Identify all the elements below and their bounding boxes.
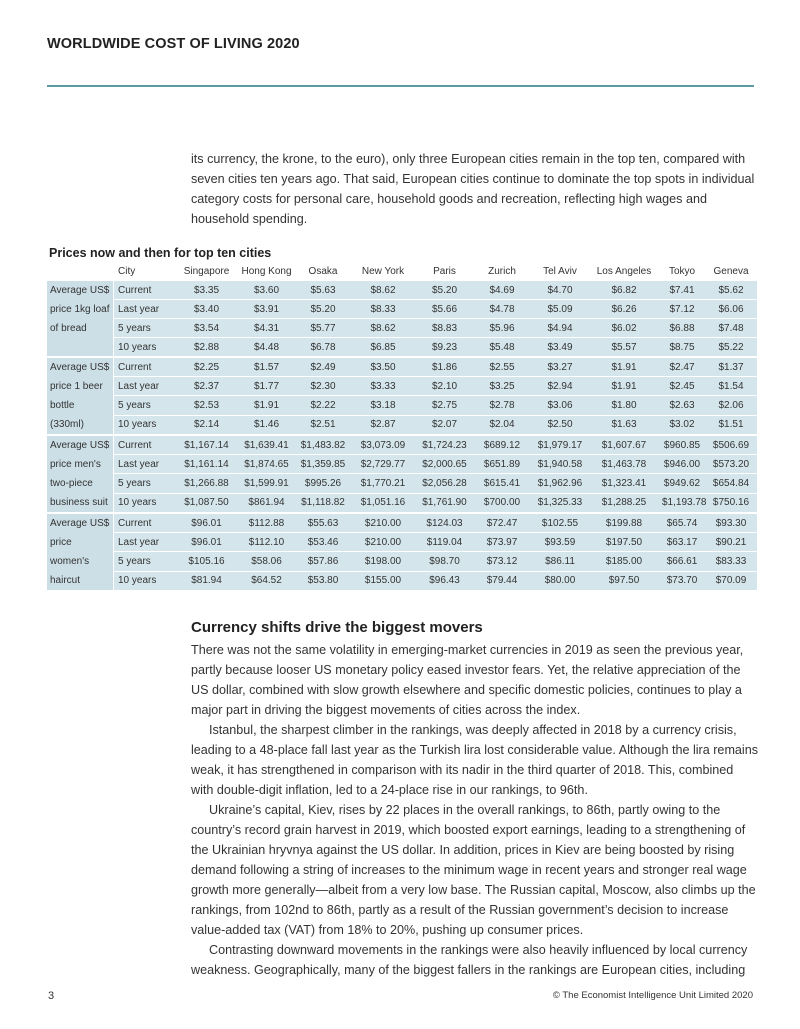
section-paragraph: Ukraine’s capital, Kiev, rises by 22 places in the overall rankings, to 86th, partly owing to the country’s record grain harvest in 2019, which boosted export earnings, leading to a strengthening of the Ukrainian hryvnya against the US dollar. In addition, prices in Kiev are being boosted by rising demand following a string of increases to the minimum wage in recent years and stronger real wage growth more generally—albeit from a very low base. The Russian capital, Moscow, also climbs up the rankings, from 102nd to 86th, partly as a result of the Russian government’s decision to increase value-added tax (VAT) from 18% to 20%, pushing up consumer prices. — [191, 803, 756, 937]
price-cell: $79.44 — [473, 572, 531, 590]
price-cell: $2.07 — [416, 416, 473, 434]
price-cell: $2.63 — [659, 396, 705, 414]
price-cell: $96.43 — [416, 572, 473, 590]
table-row — [47, 338, 757, 356]
price-cell: $197.50 — [589, 533, 659, 551]
period-cell: Last year — [114, 377, 176, 395]
header-city-name: New York — [361, 266, 405, 277]
price-cell: $124.03 — [416, 513, 473, 532]
price-cell: $72.47 — [473, 513, 531, 532]
price-cell: $5.22 — [705, 338, 757, 356]
price-cell: $2.55 — [473, 357, 531, 376]
price-cell: $53.46 — [296, 533, 350, 551]
price-cell: $7.12 — [659, 300, 705, 318]
price-cell: $1.54 — [705, 377, 757, 395]
price-cell: $1,118.82 — [296, 494, 350, 512]
price-cell: $4.69 — [473, 281, 531, 299]
price-cell: $654.84 — [705, 474, 757, 492]
price-cell: $198.00 — [350, 552, 416, 570]
price-cell: $185.00 — [589, 552, 659, 570]
header-city-name: Los Angeles — [596, 266, 652, 277]
table-row — [47, 319, 757, 337]
price-cell: $1,325.33 — [531, 494, 589, 512]
price-cell: $5.09 — [531, 300, 589, 318]
price-cell: $651.89 — [473, 455, 531, 473]
price-cell: $1.77 — [237, 377, 296, 395]
price-cell: $1,323.41 — [589, 474, 659, 492]
price-cell: $689.12 — [473, 435, 531, 454]
table-title: Prices now and then for top ten cities — [49, 246, 272, 260]
price-cell: $1,463.78 — [589, 455, 659, 473]
table-row — [47, 300, 757, 318]
header-city-name: Geneva — [713, 266, 749, 277]
price-cell: $5.96 — [473, 319, 531, 337]
table-row — [47, 281, 757, 299]
price-cell: $3.35 — [176, 281, 237, 299]
price-cell: $3.91 — [237, 300, 296, 318]
price-cell: $5.62 — [705, 281, 757, 299]
price-cell: $946.00 — [659, 455, 705, 473]
price-cell: $5.20 — [416, 281, 473, 299]
price-cell: $3,073.09 — [350, 435, 416, 454]
price-cell: $6.85 — [350, 338, 416, 356]
period-cell: Last year — [114, 300, 176, 318]
prices-table — [47, 262, 757, 591]
price-cell: $506.69 — [705, 435, 757, 454]
header-city-name: Tokyo — [668, 266, 696, 277]
period-cell: Current — [114, 435, 176, 454]
price-cell: $70.09 — [705, 572, 757, 590]
price-cell: $8.75 — [659, 338, 705, 356]
period-cell: 5 years — [114, 319, 176, 337]
price-cell: $1.57 — [237, 357, 296, 376]
period-cell: Last year — [114, 455, 176, 473]
header-city-name: Tel Aviv — [543, 266, 577, 277]
header-title: WORLDWIDE COST OF LIVING 2020 — [47, 36, 300, 52]
price-cell: $2.78 — [473, 396, 531, 414]
period-cell: 10 years — [114, 572, 176, 590]
price-cell: $1,962.96 — [531, 474, 589, 492]
price-cell: $3.06 — [531, 396, 589, 414]
price-cell: $1,599.91 — [237, 474, 296, 492]
price-cell: $700.00 — [473, 494, 531, 512]
price-cell: $112.10 — [237, 533, 296, 551]
price-cell: $1,266.88 — [176, 474, 237, 492]
price-cell: $1.46 — [237, 416, 296, 434]
price-cell: $8.83 — [416, 319, 473, 337]
price-cell: $57.86 — [296, 552, 350, 570]
price-cell: $960.85 — [659, 435, 705, 454]
price-cell: $2.51 — [296, 416, 350, 434]
price-cell: $4.70 — [531, 281, 589, 299]
price-cell: $2.94 — [531, 377, 589, 395]
period-cell: 10 years — [114, 338, 176, 356]
price-cell: $2.87 — [350, 416, 416, 434]
price-cell: $2.50 — [531, 416, 589, 434]
price-cell: $1,940.58 — [531, 455, 589, 473]
price-cell: $73.97 — [473, 533, 531, 551]
price-cell: $63.17 — [659, 533, 705, 551]
price-cell: $1,359.85 — [296, 455, 350, 473]
price-cell: $1.63 — [589, 416, 659, 434]
price-cell: $2.25 — [176, 357, 237, 376]
price-cell: $2.45 — [659, 377, 705, 395]
header-city-name: Zurich — [488, 266, 516, 277]
price-cell: $73.70 — [659, 572, 705, 590]
price-cell: $119.04 — [416, 533, 473, 551]
price-cell: $1.91 — [589, 357, 659, 376]
period-cell: 5 years — [114, 552, 176, 570]
price-cell: $81.94 — [176, 572, 237, 590]
price-cell: $1,724.23 — [416, 435, 473, 454]
page-number: 3 — [48, 990, 55, 1002]
price-cell: $1.51 — [705, 416, 757, 434]
price-cell: $2,056.28 — [416, 474, 473, 492]
price-cell: $66.61 — [659, 552, 705, 570]
price-cell: $1,770.21 — [350, 474, 416, 492]
price-cell: $90.21 — [705, 533, 757, 551]
price-cell: $615.41 — [473, 474, 531, 492]
price-cell: $2.10 — [416, 377, 473, 395]
header-city-name: Osaka — [308, 266, 338, 277]
price-cell: $2.88 — [176, 338, 237, 356]
period-cell: 5 years — [114, 396, 176, 414]
table-row — [47, 552, 757, 570]
price-cell: $53.80 — [296, 572, 350, 590]
header-city-name: Hong Kong — [241, 266, 292, 277]
price-cell: $93.30 — [705, 513, 757, 532]
table-header-row — [47, 263, 757, 280]
price-cell: $5.48 — [473, 338, 531, 356]
table-row — [47, 416, 757, 434]
price-cell: $3.54 — [176, 319, 237, 337]
table-row — [47, 377, 757, 395]
price-cell: $3.25 — [473, 377, 531, 395]
price-cell: $5.66 — [416, 300, 473, 318]
price-cell: $3.40 — [176, 300, 237, 318]
price-cell: $1,167.14 — [176, 435, 237, 454]
period-cell: Current — [114, 281, 176, 299]
item-label: Average US$ price women's haircut — [47, 513, 114, 590]
price-cell: $8.33 — [350, 300, 416, 318]
price-cell: $5.20 — [296, 300, 350, 318]
price-cell: $2.49 — [296, 357, 350, 376]
price-cell: $2.47 — [659, 357, 705, 376]
price-cell: $5.77 — [296, 319, 350, 337]
price-cell: $105.16 — [176, 552, 237, 570]
price-cell: $2.04 — [473, 416, 531, 434]
price-cell: $98.70 — [416, 552, 473, 570]
price-cell: $2.53 — [176, 396, 237, 414]
price-cell: $995.26 — [296, 474, 350, 492]
price-cell: $96.01 — [176, 533, 237, 551]
period-cell: 5 years — [114, 474, 176, 492]
price-cell: $6.88 — [659, 319, 705, 337]
price-cell: $6.82 — [589, 281, 659, 299]
price-cell: $3.27 — [531, 357, 589, 376]
price-cell: $2,729.77 — [350, 455, 416, 473]
table-row — [47, 474, 757, 492]
price-cell: $6.78 — [296, 338, 350, 356]
header-city: City — [118, 266, 136, 277]
price-cell: $2.14 — [176, 416, 237, 434]
price-cell: $1.86 — [416, 357, 473, 376]
table-body — [47, 281, 757, 590]
section-paragraph: Istanbul, the sharpest climber in the rankings, was deeply affected in 2018 by a currency crisis, leading to a 48-place fall last year as the Turkish lira lost considerable value. Although the lira remains weak, it has strengthened in comparison with its nadir in the third quarter of 2018. This, combined with double-digit inflation, led to a 24-place rise in our rankings, to 96th. — [191, 723, 759, 797]
header-empty — [47, 263, 114, 280]
price-cell: $750.16 — [705, 494, 757, 512]
price-cell: $6.06 — [705, 300, 757, 318]
price-cell: $2,000.65 — [416, 455, 473, 473]
price-cell: $1,761.90 — [416, 494, 473, 512]
price-cell: $64.52 — [237, 572, 296, 590]
price-cell: $7.41 — [659, 281, 705, 299]
price-cell: $83.33 — [705, 552, 757, 570]
price-cell: $1.37 — [705, 357, 757, 376]
price-cell: $3.60 — [237, 281, 296, 299]
item-label: Average US$ price 1kg loaf of bread — [47, 281, 114, 356]
price-cell: $112.88 — [237, 513, 296, 532]
item-label: Average US$ price men's two-piece business suit — [47, 435, 114, 512]
price-cell: $3.49 — [531, 338, 589, 356]
table-row — [47, 513, 757, 532]
price-cell: $1,979.17 — [531, 435, 589, 454]
price-cell: $5.63 — [296, 281, 350, 299]
price-cell: $1,193.78 — [659, 494, 705, 512]
price-cell: $1,874.65 — [237, 455, 296, 473]
header-city-name: Singapore — [183, 266, 230, 277]
price-cell: $210.00 — [350, 533, 416, 551]
price-cell: $8.62 — [350, 281, 416, 299]
price-cell: $4.94 — [531, 319, 589, 337]
price-cell: $58.06 — [237, 552, 296, 570]
price-cell: $3.33 — [350, 377, 416, 395]
price-cell: $7.48 — [705, 319, 757, 337]
price-cell: $949.62 — [659, 474, 705, 492]
price-cell: $1,607.67 — [589, 435, 659, 454]
price-cell: $5.57 — [589, 338, 659, 356]
price-cell: $73.12 — [473, 552, 531, 570]
price-cell: $1.91 — [589, 377, 659, 395]
table-row — [47, 435, 757, 454]
price-cell: $6.26 — [589, 300, 659, 318]
price-cell: $65.74 — [659, 513, 705, 532]
price-cell: $86.11 — [531, 552, 589, 570]
item-label: Average US$ price 1 beer bottle (330ml) — [47, 357, 114, 434]
price-cell: $1,483.82 — [296, 435, 350, 454]
price-cell: $93.59 — [531, 533, 589, 551]
price-cell: $1.80 — [589, 396, 659, 414]
price-cell: $1,051.16 — [350, 494, 416, 512]
price-cell: $2.30 — [296, 377, 350, 395]
table-row — [47, 455, 757, 473]
price-cell: $1,288.25 — [589, 494, 659, 512]
copyright-notice: © The Economist Intelligence Unit Limited 2020 — [552, 990, 753, 1001]
header-city-name: Paris — [433, 266, 456, 277]
price-cell: $9.23 — [416, 338, 473, 356]
price-cell: $80.00 — [531, 572, 589, 590]
price-cell: $1.91 — [237, 396, 296, 414]
period-cell: 10 years — [114, 416, 176, 434]
table-row — [47, 494, 757, 512]
intro-paragraph: its currency, the krone, to the euro), only three European cities remain in the top ten, compared with seven cities ten years ago. That said, European cities continue to dominate the top spots in individual category costs for personal care, household goods and recreation, reflecting high wages and household spending. — [191, 152, 755, 226]
price-cell: $4.31 — [237, 319, 296, 337]
price-cell: $4.78 — [473, 300, 531, 318]
price-cell: $97.50 — [589, 572, 659, 590]
price-cell: $1,639.41 — [237, 435, 296, 454]
section-paragraph: Contrasting downward movements in the rankings were also heavily influenced by local currency weakness. Geographically, many of the biggest fallers in the rankings are European cities, including — [191, 943, 748, 977]
period-cell: Current — [114, 357, 176, 376]
price-cell: $2.75 — [416, 396, 473, 414]
price-cell: $55.63 — [296, 513, 350, 532]
section-heading: Currency shifts drive the biggest movers — [191, 619, 483, 636]
price-cell: $155.00 — [350, 572, 416, 590]
price-cell: $3.02 — [659, 416, 705, 434]
price-cell: $8.62 — [350, 319, 416, 337]
table-row — [47, 572, 757, 590]
price-cell: $2.22 — [296, 396, 350, 414]
price-cell: $199.88 — [589, 513, 659, 532]
price-cell: $2.37 — [176, 377, 237, 395]
section-paragraph: There was not the same volatility in emerging-market currencies in 2019 as seen the previous year, partly because looser US monetary policy eased investor fears. Yet, the relative appreciation of the US dollar, combined with slow growth elsewhere and specific domestic policies, continues to play a major part in driving the biggest movements of cities across the index. — [191, 643, 744, 717]
table-row — [47, 396, 757, 414]
price-cell: $210.00 — [350, 513, 416, 532]
price-cell: $6.02 — [589, 319, 659, 337]
price-cell: $4.48 — [237, 338, 296, 356]
price-cell: $3.18 — [350, 396, 416, 414]
price-cell: $3.50 — [350, 357, 416, 376]
table-row — [47, 533, 757, 551]
price-cell: $96.01 — [176, 513, 237, 532]
price-cell: $1,087.50 — [176, 494, 237, 512]
period-cell: 10 years — [114, 494, 176, 512]
table-row — [47, 357, 757, 376]
header-divider — [47, 85, 754, 87]
period-cell: Current — [114, 513, 176, 532]
price-cell: $1,161.14 — [176, 455, 237, 473]
price-cell: $102.55 — [531, 513, 589, 532]
period-cell: Last year — [114, 533, 176, 551]
price-cell: $573.20 — [705, 455, 757, 473]
price-cell: $2.06 — [705, 396, 757, 414]
price-cell: $861.94 — [237, 494, 296, 512]
